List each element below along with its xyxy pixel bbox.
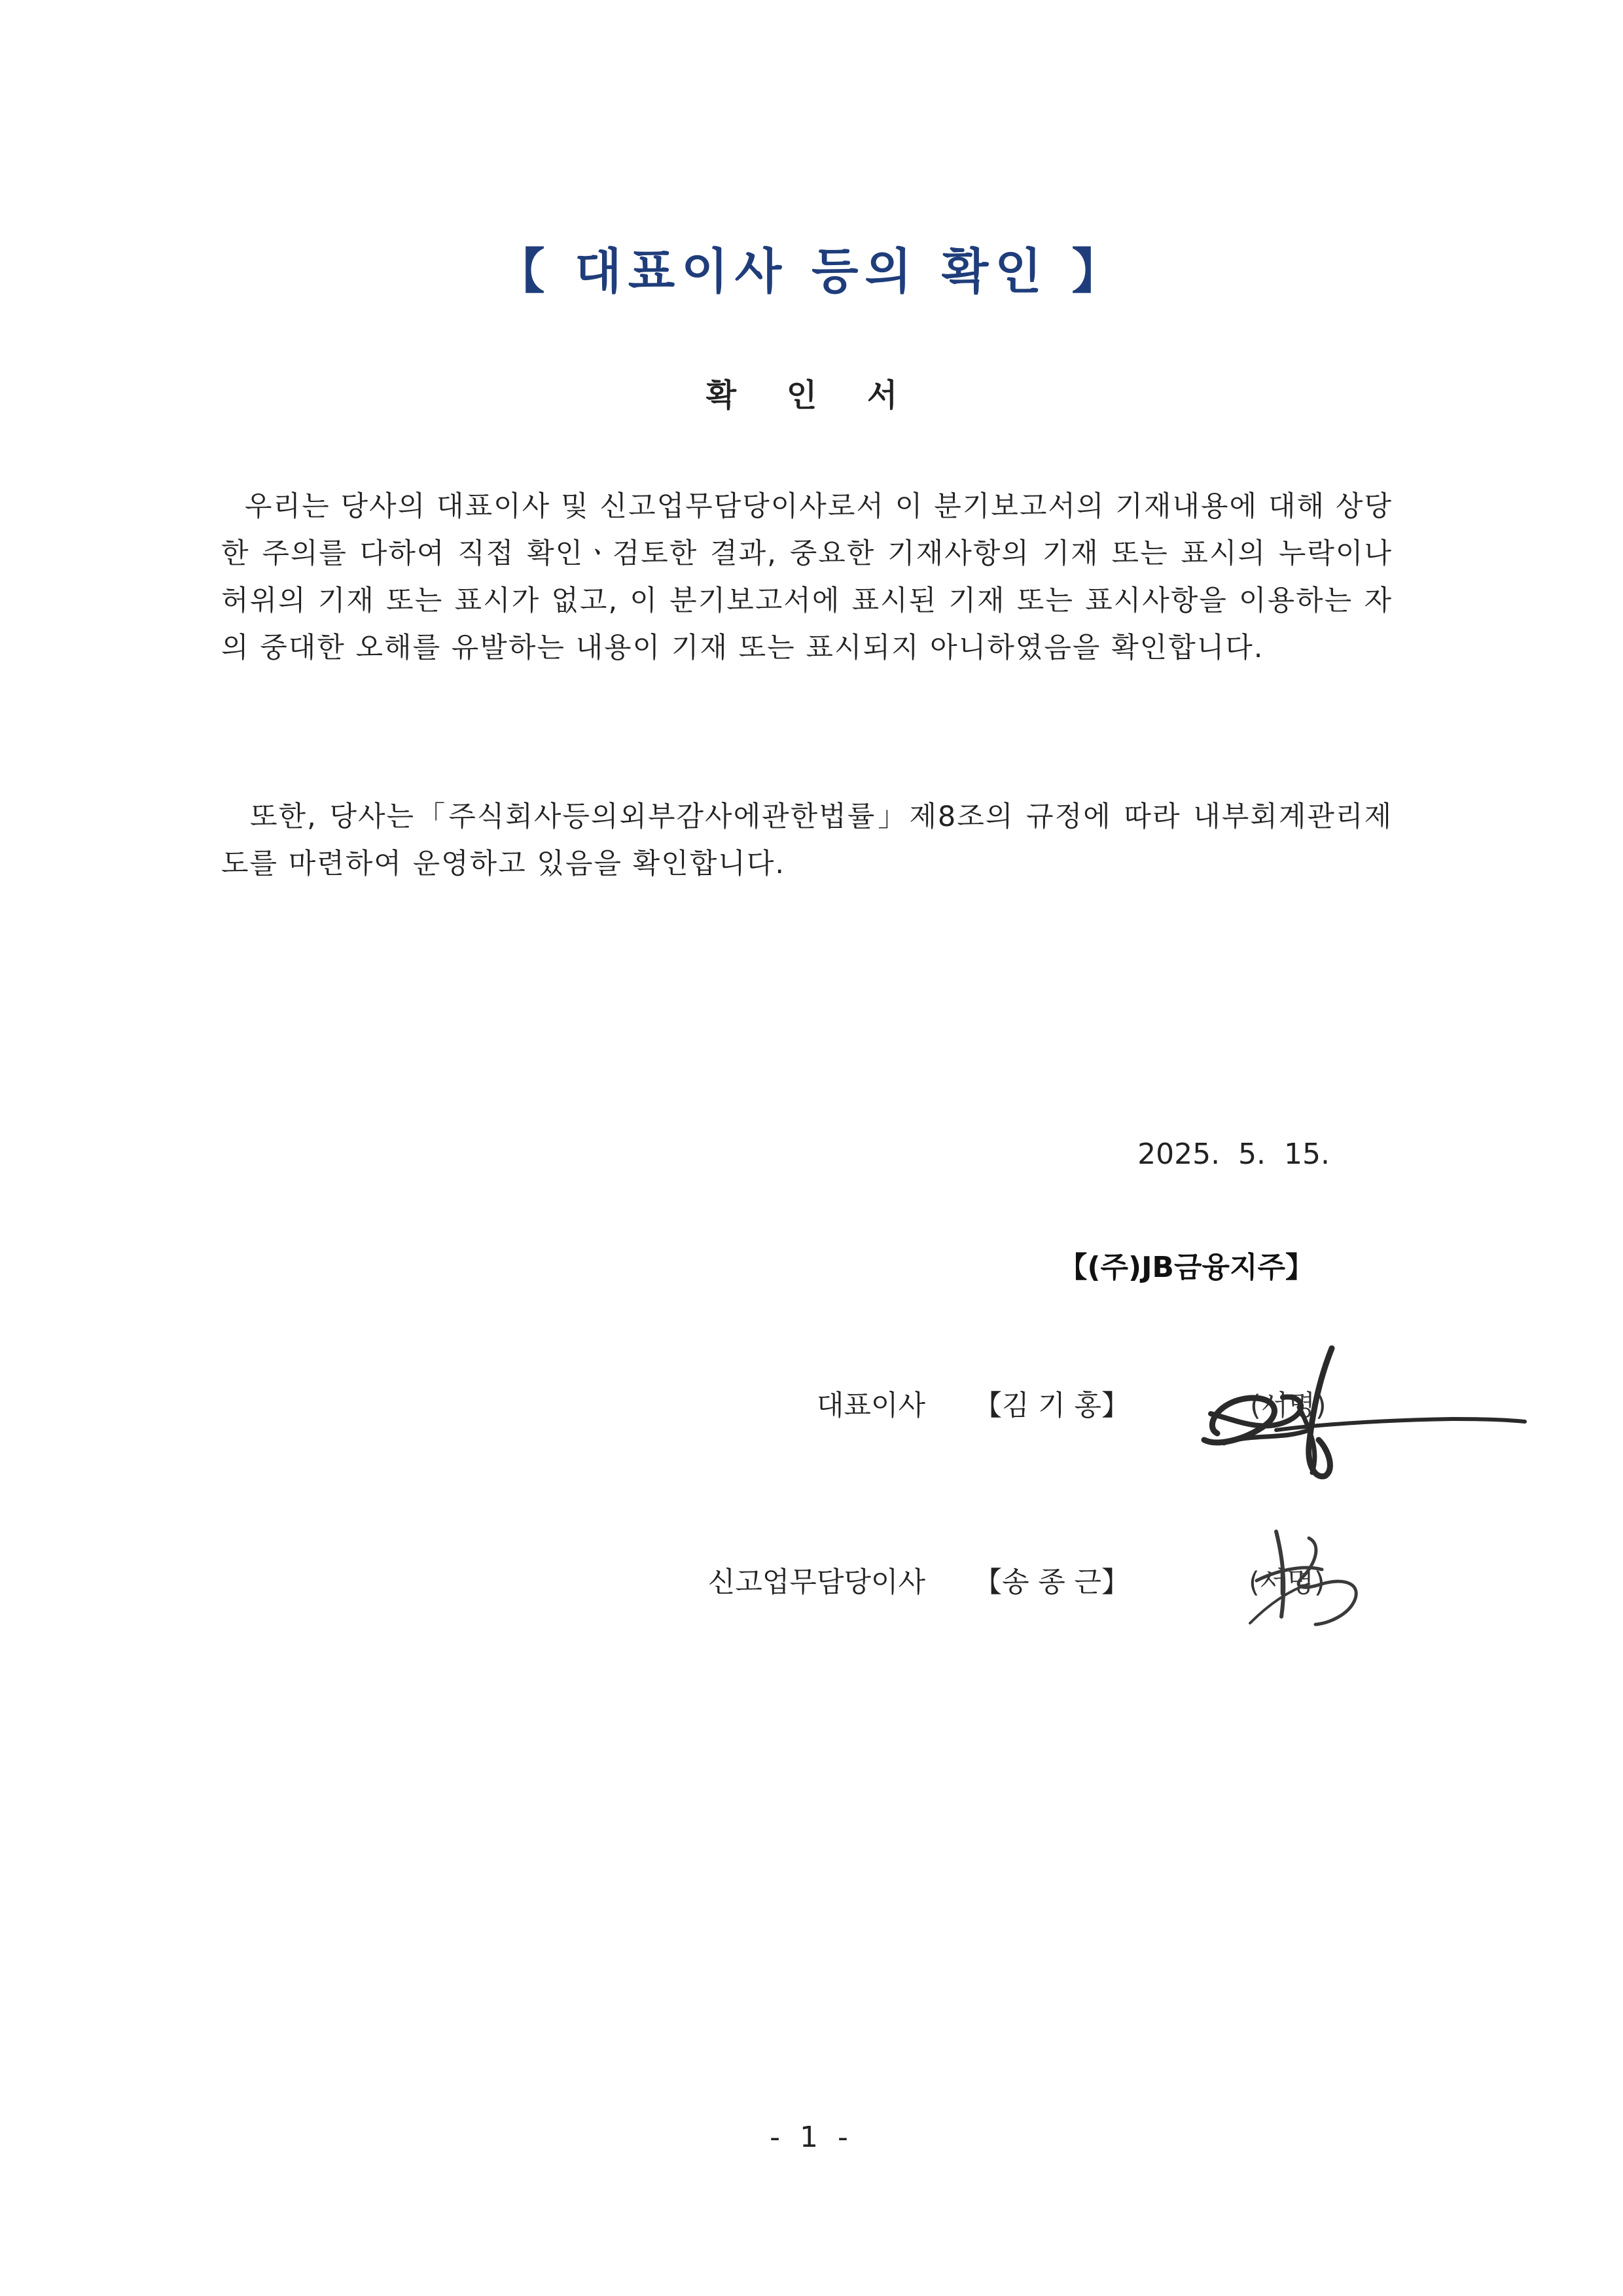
signature-label: (서명) bbox=[1250, 1390, 1327, 1422]
signatory-role: 신고업무담당이사 bbox=[707, 1566, 925, 1599]
signature-label: (서명) bbox=[1249, 1566, 1325, 1599]
signatory-name: 【김 기 홍】 bbox=[974, 1390, 1130, 1422]
handwritten-signature-disclosure-officer bbox=[1230, 1518, 1387, 1636]
document-title: 【 대표이사 등의 확인 】 bbox=[496, 243, 1127, 300]
document-date: 2025. 5. 15. bbox=[1137, 1138, 1330, 1171]
confirmation-paragraph: 우리는 당사의 대표이사 및 신고업무담당이사로서 이 분기보고서의 기재내용에 대해 상당한 주의를 다하여 직접 확인ㆍ검토한 결과, 중요한 기재사항의 기재 또는 표시의 누락이나 허위의 기재 또는 표시가 없고, 이 분기보고서에 표시된 기재 또는 표시사항을 이용하는 자의 중대한 오해를 유발하는 내용이 기재 또는 표시되지 아니하였음을 확인합니다. bbox=[221, 490, 1393, 664]
signatory-name: 【송 종 근】 bbox=[974, 1566, 1130, 1599]
document-subtitle: 확 인 서 bbox=[705, 377, 918, 414]
internal-control-paragraph: 또한, 당사는「주식회사등의외부감사에관한법률」제8조의 규정에 따라 내부회계관리제도를 마련하여 운영하고 있음을 확인합니다. bbox=[221, 800, 1393, 880]
signatory-role: 대표이사 bbox=[816, 1390, 925, 1422]
page-number: - 1 - bbox=[770, 2121, 853, 2154]
handwritten-signature-ceo bbox=[1178, 1335, 1531, 1492]
company-name: 【(주)JB금융지주】 bbox=[1058, 1251, 1314, 1284]
